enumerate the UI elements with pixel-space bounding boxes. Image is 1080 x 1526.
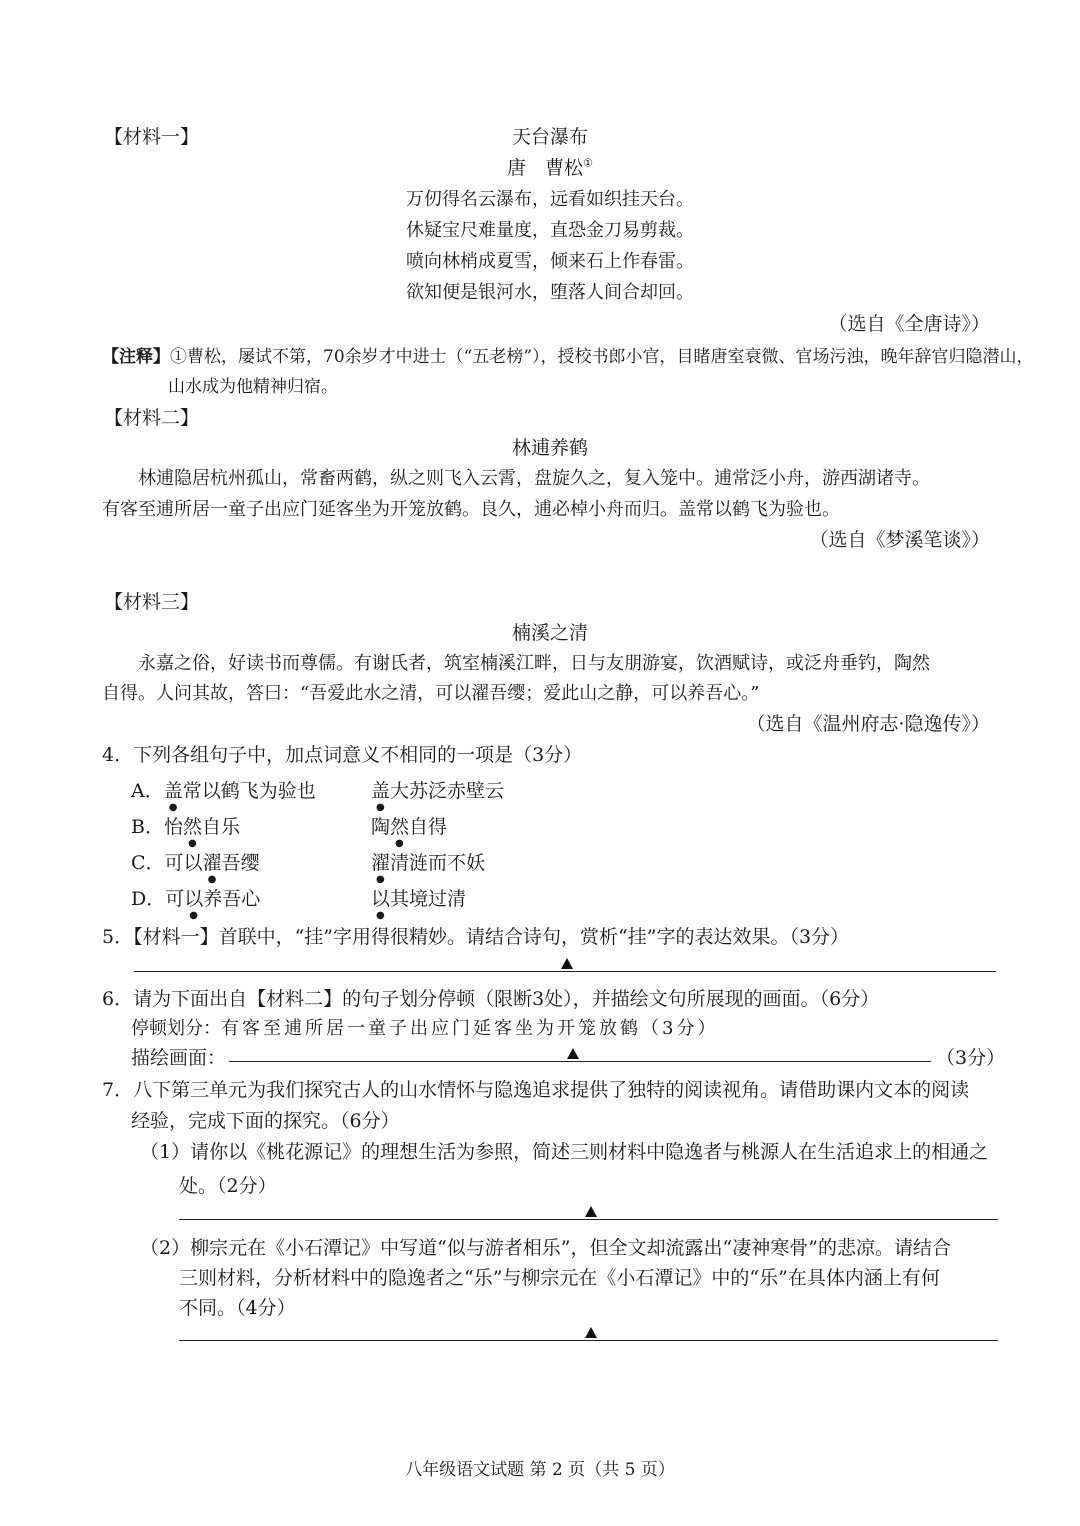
poem-line: 万仞得名云瀑布，远看如织挂天台。 bbox=[406, 189, 694, 210]
option-letter: C． bbox=[131, 852, 165, 874]
dotted-word: 濯 bbox=[371, 852, 391, 874]
annotation bbox=[102, 342, 1034, 367]
material-3-label: 【材料三】 bbox=[104, 591, 200, 613]
option-text: 可以 bbox=[164, 852, 203, 874]
note-marker: ① bbox=[583, 156, 593, 170]
subquestion-2-cont: 三则材料，分析材料中的隐逸者之“乐”与柳宗元在《小石潭记》中的“乐”在具体内涵上有何 bbox=[179, 1267, 940, 1289]
option-text: 常以鹤飞为验也 bbox=[182, 780, 316, 802]
poem-line: 欲知便是银河水，堕落人间合却回。 bbox=[406, 282, 694, 303]
option-text: 自乐 bbox=[202, 816, 241, 838]
option-text: 陶 bbox=[371, 816, 391, 838]
question-7-stem: 7．八下第三单元为我们探究古人的山水情怀与隐逸追求提供了独特的阅读视角。请借助课内文本的阅读 bbox=[102, 1079, 970, 1101]
option-text: 自得 bbox=[409, 816, 448, 838]
material-1-label: 【材料一】 bbox=[104, 126, 200, 148]
subquestion-1-cont: 处。（2分） bbox=[179, 1175, 277, 1197]
page-footer: 八年级语文试题 第 2 页（共 5 页） bbox=[405, 1460, 675, 1480]
material-2-line: 林逋隐居杭州孤山，常畜两鹤，纵之则飞入云霄，盘旋久之，复入笼中。逋常泛小舟，游西湖诸寺。 bbox=[138, 468, 930, 489]
dotted-word: 盖 bbox=[163, 780, 183, 802]
question-5-stem: 5．【材料一】首联中，“挂”字用得很精妙。请结合诗句，赏析“挂”字的表达效果。（3分） bbox=[102, 926, 850, 948]
option-letter: B． bbox=[131, 816, 164, 838]
option-letter: D． bbox=[131, 888, 166, 910]
dotted-word: 以 bbox=[371, 888, 391, 910]
material-2-line: 有客至逋所居一童子出应门延客坐为开笼放鹤。良久，逋必棹小舟而归。盖常以鹤飞为验也。 bbox=[102, 499, 840, 520]
option-a-compare bbox=[371, 776, 504, 813]
dotted-word: 盖 bbox=[371, 780, 391, 802]
answer-line[interactable] bbox=[179, 1340, 998, 1341]
dotted-word: 然 bbox=[390, 816, 410, 838]
describe-label: 描绘画面： bbox=[131, 1047, 227, 1069]
material-1-author bbox=[0, 153, 1080, 180]
material-3-source: （选自《温州府志·隐逸传》） bbox=[746, 713, 990, 735]
option-text: 吾缨 bbox=[221, 852, 260, 874]
material-3-line: 永嘉之俗，好读书而尊儒。有谢氏者，筑室楠溪江畔，日与友朋游宴，饮酒赋诗，或泛舟垂钓，陶然 bbox=[138, 653, 930, 674]
annotation-label: 【注释】 bbox=[102, 347, 170, 367]
option-d-compare bbox=[371, 884, 466, 921]
option-c-compare bbox=[371, 848, 485, 885]
option-d bbox=[131, 884, 260, 921]
author-name: 唐 曹松 bbox=[507, 157, 584, 179]
option-b-compare bbox=[371, 812, 447, 849]
dotted-word: 以 bbox=[184, 888, 204, 910]
answer-marker-icon bbox=[585, 1327, 597, 1338]
pause-label: 停顿划分： bbox=[131, 1018, 221, 1039]
option-text: 怡 bbox=[163, 816, 183, 838]
pause-division bbox=[131, 1014, 718, 1040]
material-2-source: （选自《梦溪笔谈》） bbox=[809, 529, 990, 551]
material-1-source: （选自《全唐诗》） bbox=[828, 313, 990, 335]
answer-line[interactable] bbox=[179, 1219, 998, 1220]
material-2-label: 【材料二】 bbox=[104, 407, 200, 429]
answer-marker-icon bbox=[585, 1206, 597, 1217]
option-text: 可 bbox=[165, 888, 185, 910]
option-text: 其境过清 bbox=[390, 888, 467, 910]
subquestion-1: （1）请你以《桃花源记》的理想生活为参照，简述三则材料中隐逸者与桃源人在生活追求上的相通之 bbox=[140, 1141, 989, 1163]
option-text: 养吾心 bbox=[203, 888, 261, 910]
pause-text: 有客至逋所居一童子出应门延客坐为开笼放鹤（3分） bbox=[221, 1018, 719, 1039]
option-text: 清涟而不妖 bbox=[390, 852, 486, 874]
question-7-stem-cont: 经验，完成下面的探究。（6分） bbox=[131, 1110, 400, 1132]
option-letter: A． bbox=[131, 780, 164, 802]
material-3-title: 楠溪之清 bbox=[511, 622, 588, 644]
option-c bbox=[131, 848, 260, 885]
material-1-title: 天台瀑布 bbox=[511, 126, 588, 148]
question-6-stem: 6．请为下面出自【材料二】的句子划分停顿（限断3处），并描绘文句所展现的画面。（6分） bbox=[102, 988, 880, 1010]
material-2-title: 林逋养鹤 bbox=[511, 437, 588, 459]
describe-answer-line[interactable] bbox=[229, 1061, 931, 1062]
answer-marker-icon bbox=[567, 1048, 579, 1059]
option-text: 大苏泛赤壁云 bbox=[390, 780, 505, 802]
subquestion-2: （2）柳宗元在《小石潭记》中写道“似与游者相乐”，但全文却流露出“凄神寒骨”的悲凉。请结合 bbox=[140, 1237, 951, 1259]
annotation-text: ①曹松，屡试不第，70余岁才中进士（“五老榜”），授校书郎小官，目睹唐室衰微、官场污浊，晚年辞官归隐潜山， bbox=[170, 347, 1034, 367]
material-3-line: 自得。人问其故，答曰：“吾爱此水之清，可以濯吾缨；爱此山之静，可以养吾心。” bbox=[102, 683, 760, 704]
dotted-word: 然 bbox=[182, 816, 202, 838]
option-b bbox=[131, 812, 240, 849]
subquestion-2-cont: 不同。（4分） bbox=[179, 1297, 296, 1319]
describe-score: （3分） bbox=[936, 1047, 1006, 1069]
dotted-word: 濯 bbox=[202, 852, 222, 874]
option-a bbox=[131, 776, 316, 813]
poem-line: 休疑宝尺难量度，直恐金刀易剪裁。 bbox=[406, 220, 694, 241]
answer-line[interactable] bbox=[134, 971, 996, 972]
poem-line: 喷向林梢成夏雪，倾来石上作春雷。 bbox=[406, 251, 694, 272]
annotation-cont: 山水成为他精神归宿。 bbox=[168, 377, 338, 397]
answer-marker-icon bbox=[561, 958, 573, 969]
question-4-stem: 4．下列各组句子中，加点词意义不相同的一项是（3分） bbox=[102, 744, 583, 766]
